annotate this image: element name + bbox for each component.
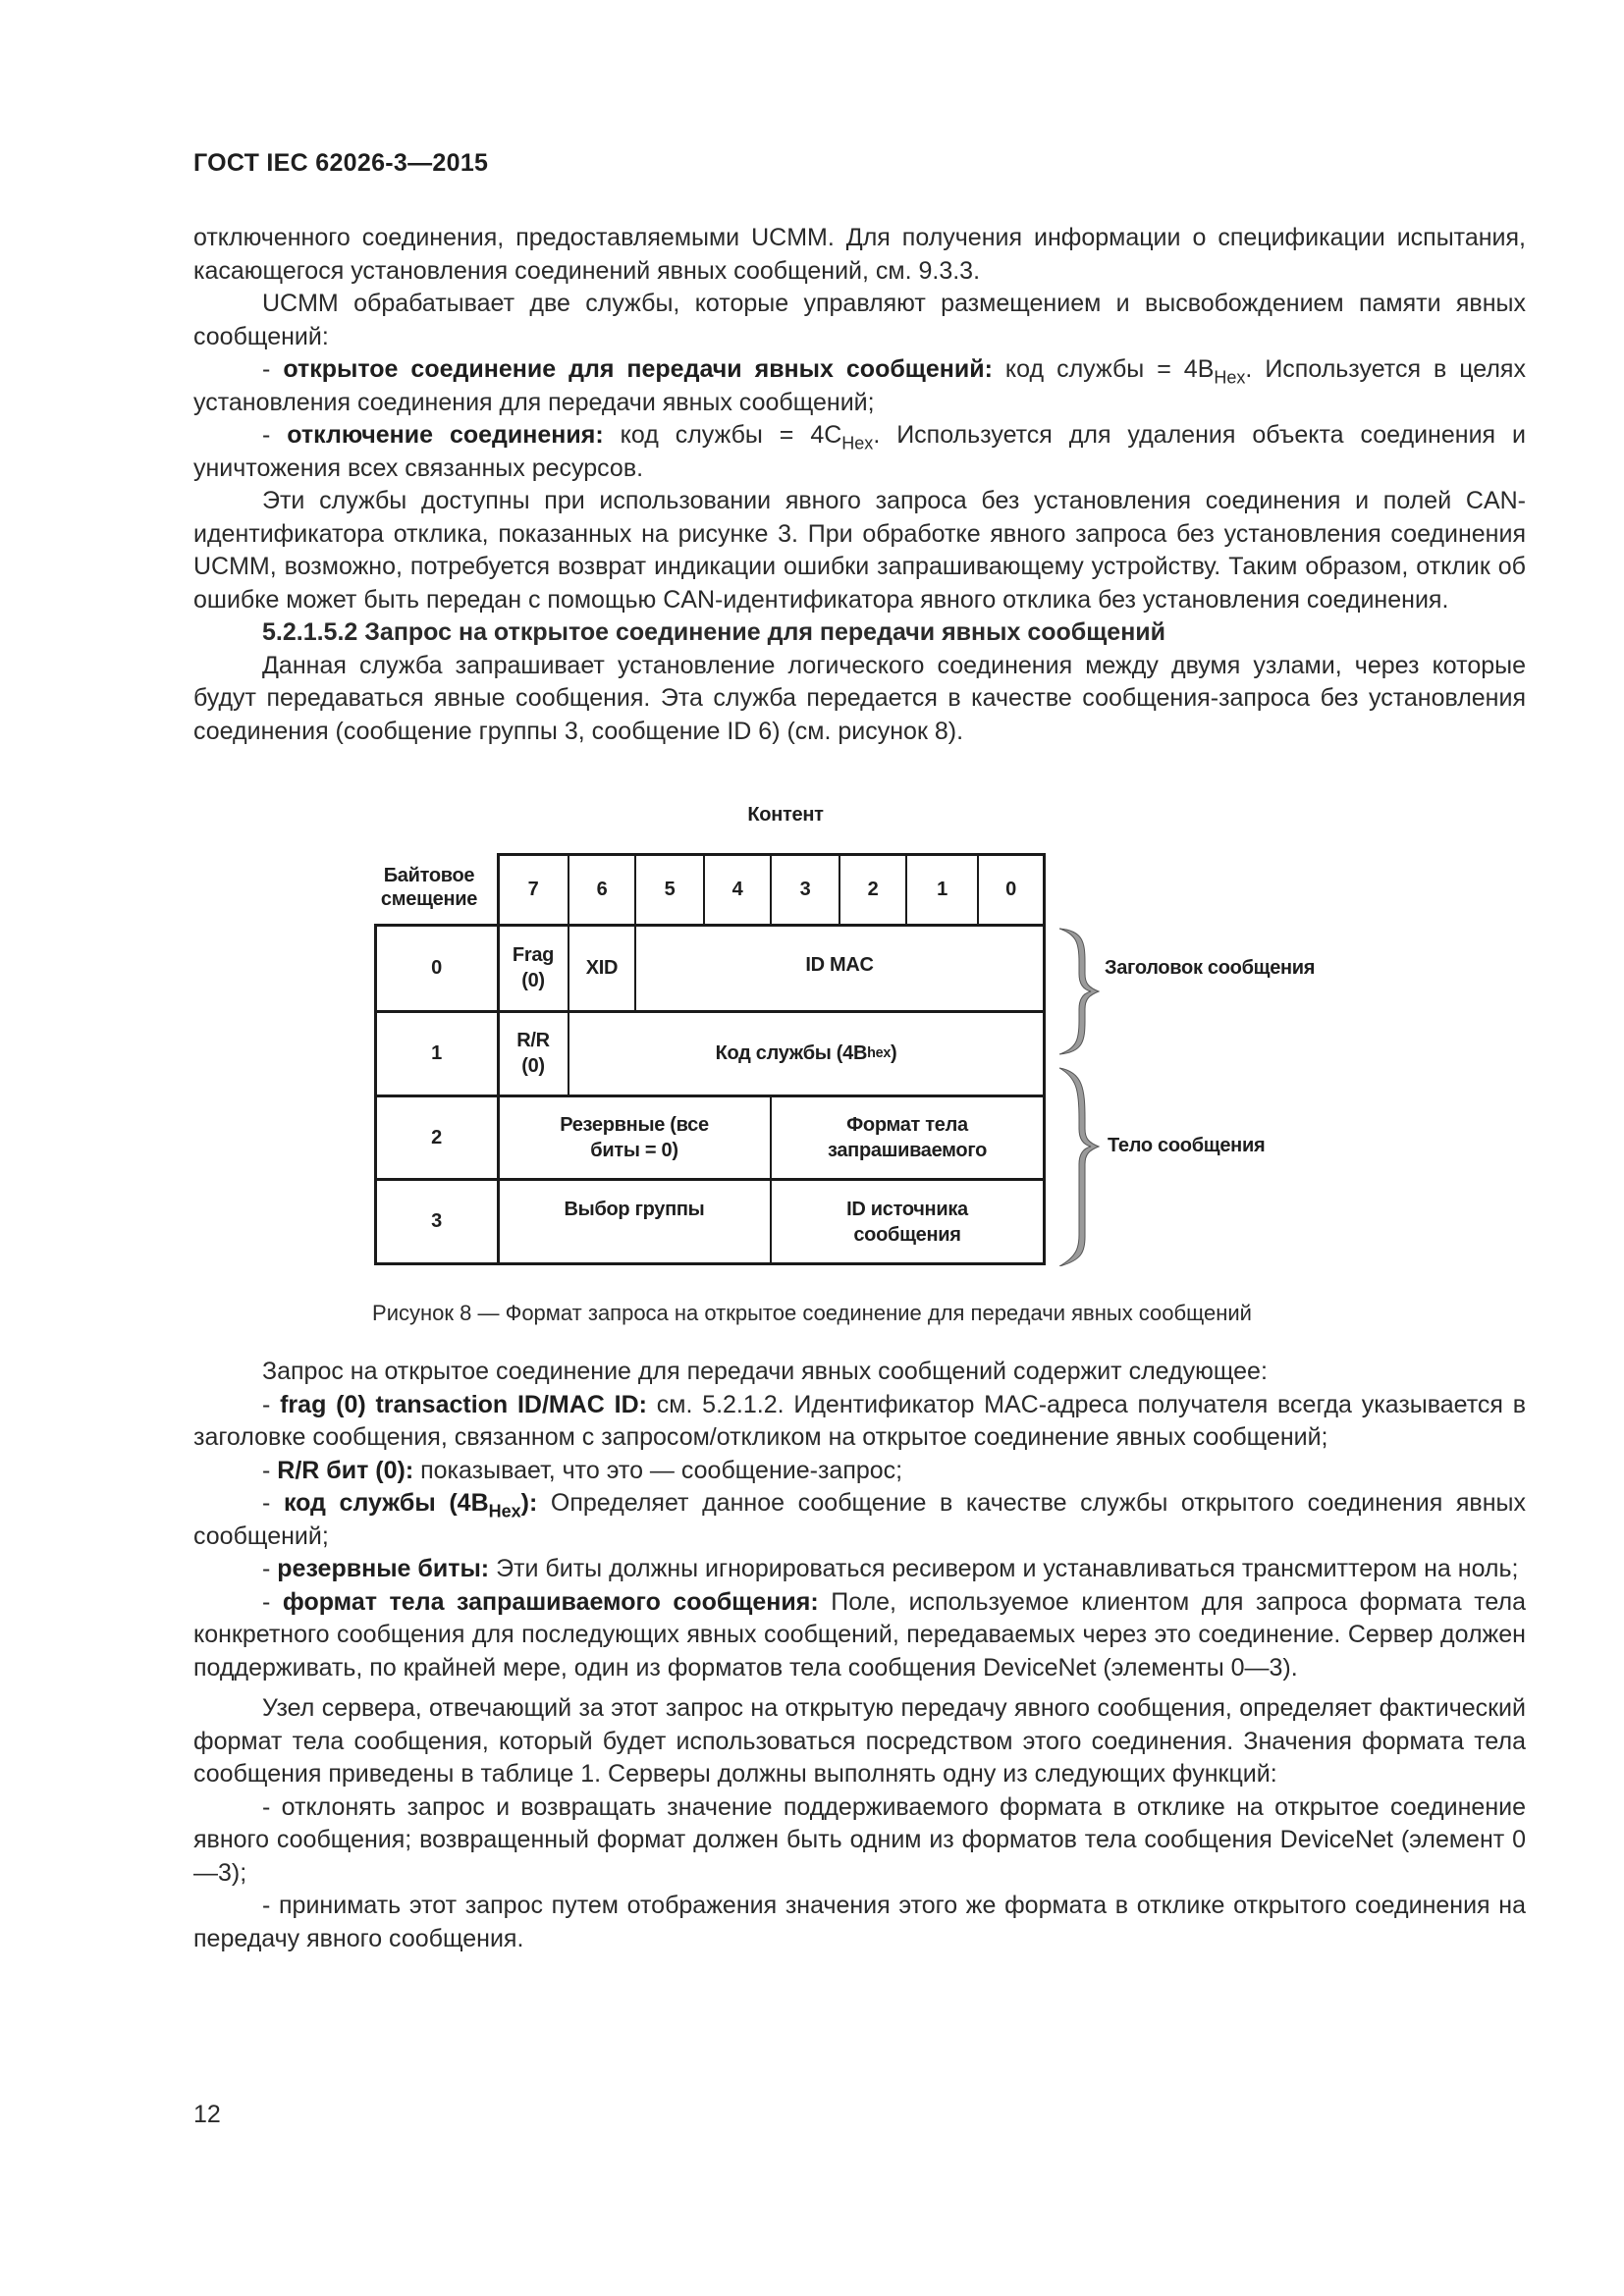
- table-border: [770, 853, 772, 925]
- group-select-field: Выбор группы: [564, 1199, 705, 1220]
- offset-1: 1: [431, 1042, 442, 1064]
- frag-field: Frag (0): [512, 944, 555, 991]
- document-header: ГОСТ IEC 62026-3—2015: [193, 149, 489, 177]
- bit-header-3: 3: [799, 879, 811, 900]
- table-border: [770, 1095, 772, 1264]
- bit-header-5: 5: [664, 879, 676, 900]
- list-item: - резервные биты: Эти биты должны игнорироваться ресивером и устанавливаться трансмиттером на ноль;: [262, 1555, 1519, 1582]
- bottom-text-block: [193, 1356, 1526, 1955]
- page-number: 12: [193, 2101, 221, 2128]
- service-code-field: Код службы (4B hex ): [715, 1042, 897, 1064]
- table-border: [703, 853, 705, 925]
- source-id-field: ID источника сообщения: [846, 1199, 968, 1246]
- term: код службы $(4B_{Hex})$:: [283, 1489, 538, 1522]
- top-text-block: [193, 222, 1526, 748]
- list-item: - frag (0) transaction ID/MAC ID: см. 5.2.1.2. Идентификатор MAC-адреса получателя всегда указывается в заголовке сообщения, связанном с запросом/откликом на открытое соединение явных сообщений;: [193, 1390, 1526, 1451]
- list-item-open-connection: - открытое соединение для передачи явных сообщений: код службы = $4B_{Hex}$. Используется в целях установления соединения для передачи явных сообщений;: [193, 355, 1526, 416]
- header-brace-label: Заголовок сообщения: [1105, 957, 1316, 979]
- offset-3: 3: [431, 1210, 442, 1232]
- table-border: [839, 853, 840, 925]
- paragraph: UCMM обрабатывает две службы, которые управляют размещением и высвобождением памяти явных сообщений:: [193, 290, 1526, 350]
- term: открытое соединение для передачи явных сообщений:: [283, 355, 993, 383]
- bit-header-1: 1: [937, 879, 947, 900]
- paragraph: Эти службы доступны при использовании явного запроса без установления соединения и полей CAN-идентификатора отклика, показанных на рисунке 3. При обработке явного запроса без установления соединения UCMM, возможно, потребуется возврат индикации ошибки запрашивающему устройству. Таким образом, отклик об ошибке может быть передан с помощью CAN-идентификатора явного отклика без установления соединения.: [193, 487, 1526, 614]
- brace-icon: [1056, 923, 1105, 1266]
- bit-header-7: 7: [527, 879, 539, 900]
- figure-caption: Рисунок 8 — Формат запроса на открытое соединение для передачи явных сообщений: [372, 1301, 1252, 1325]
- mac-id-field: ID MAC: [805, 954, 874, 976]
- table-border: [1043, 853, 1046, 1265]
- paragraph: Запрос на открытое соединение для передачи явных сообщений содержит следующее:: [262, 1358, 1268, 1385]
- rr-field: R/R (0): [516, 1030, 550, 1077]
- table-border: [497, 853, 500, 1265]
- body-format-field: Формат тела запрашиваемого: [827, 1113, 988, 1161]
- bit-header-6: 6: [596, 879, 608, 900]
- xid-field: XID: [585, 957, 619, 979]
- term: frag (0) transaction ID/MAC ID:: [280, 1390, 647, 1418]
- paragraph: Узел сервера, отвечающий за этот запрос на открытую передачу явного сообщения, определяет фактический формат тела сообщения, который будет использоваться посредством этого соединения. Значения формата тела сообщения приведены в таблице 1. Серверы должны выполнять одну из следующих функций:: [193, 1694, 1526, 1788]
- table-border: [634, 853, 636, 1012]
- table-border: [374, 1262, 1046, 1265]
- table-border: [568, 853, 569, 1096]
- bit-header-0: 0: [1005, 879, 1016, 900]
- bit-header-4: 4: [731, 879, 743, 900]
- table-border: [374, 924, 1046, 927]
- paragraph: отключенного соединения, предоставляемыми UCMM. Для получения информации о спецификации испытания, касающегося установления соединений явных сообщений, см. 9.3.3.: [193, 224, 1526, 285]
- list-item-close-connection: - отключение соединения: код службы = $4C_{Hex}$. Используется для удаления объекта соединения и уничтожения всех связанных ресурсов.: [193, 421, 1526, 482]
- table-border: [374, 1095, 1046, 1097]
- body-brace-label: Тело сообщения: [1108, 1135, 1266, 1156]
- content-label: Контент: [747, 804, 824, 826]
- bit-header-2: 2: [867, 879, 879, 900]
- reserved-field: Резервные (все биты = 0): [560, 1113, 709, 1161]
- list-item: - R/R бит (0): показывает, что это — сообщение-запрос;: [262, 1456, 903, 1484]
- term: отключение соединения:: [287, 421, 604, 449]
- table-border: [374, 924, 377, 1265]
- term: резервные биты:: [277, 1555, 490, 1582]
- table-border: [374, 1178, 1046, 1181]
- offset-2: 2: [431, 1126, 442, 1148]
- paragraph: Данная служба запрашивает установление логического соединения между двумя узлами, через которые будут передаваться явные сообщения. Эта служба передается в качестве сообщения-запроса без установления соединения (сообщение группы 3, сообщение ID 6) (см. рисунок 8).: [193, 651, 1526, 745]
- table-border: [905, 853, 907, 925]
- table-border: [977, 853, 979, 925]
- section-heading: 5.2.1.5.2 Запрос на открытое соединение для передачи явных сообщений: [262, 618, 1166, 646]
- table-border: [374, 1010, 1046, 1013]
- offset-0: 0: [431, 957, 442, 979]
- term: R/R бит (0):: [277, 1456, 414, 1484]
- list-item: - принимать этот запрос путем отображения значения этого же формата в отклике открытого соединения на передачу явного сообщения.: [193, 1892, 1526, 1952]
- list-item: - код службы $(4B_{Hex})$: Определяет данное сообщение в качестве службы открытого соединения явных сообщений;: [193, 1489, 1526, 1550]
- list-item: - отклонять запрос и возвращать значение поддерживаемого формата в отклике на открытое соединение явного сообщения; возвращенный формат должен быть одним из форматов тела сообщения DeviceNet (элемент 0—3);: [193, 1792, 1526, 1887]
- byte-offset-header: Байтовое смещение: [380, 865, 478, 910]
- term: формат тела запрашиваемого сообщения:: [282, 1587, 819, 1616]
- list-item: - формат тела запрашиваемого сообщения: Поле, используемое клиентом для запроса формата тела конкретного сообщения для последующих явных сообщений, передаваемых через это соединение. Сервер должен поддерживать, по крайней мере, один из форматов тела сообщения DeviceNet (элементы 0—3).: [193, 1587, 1526, 1682]
